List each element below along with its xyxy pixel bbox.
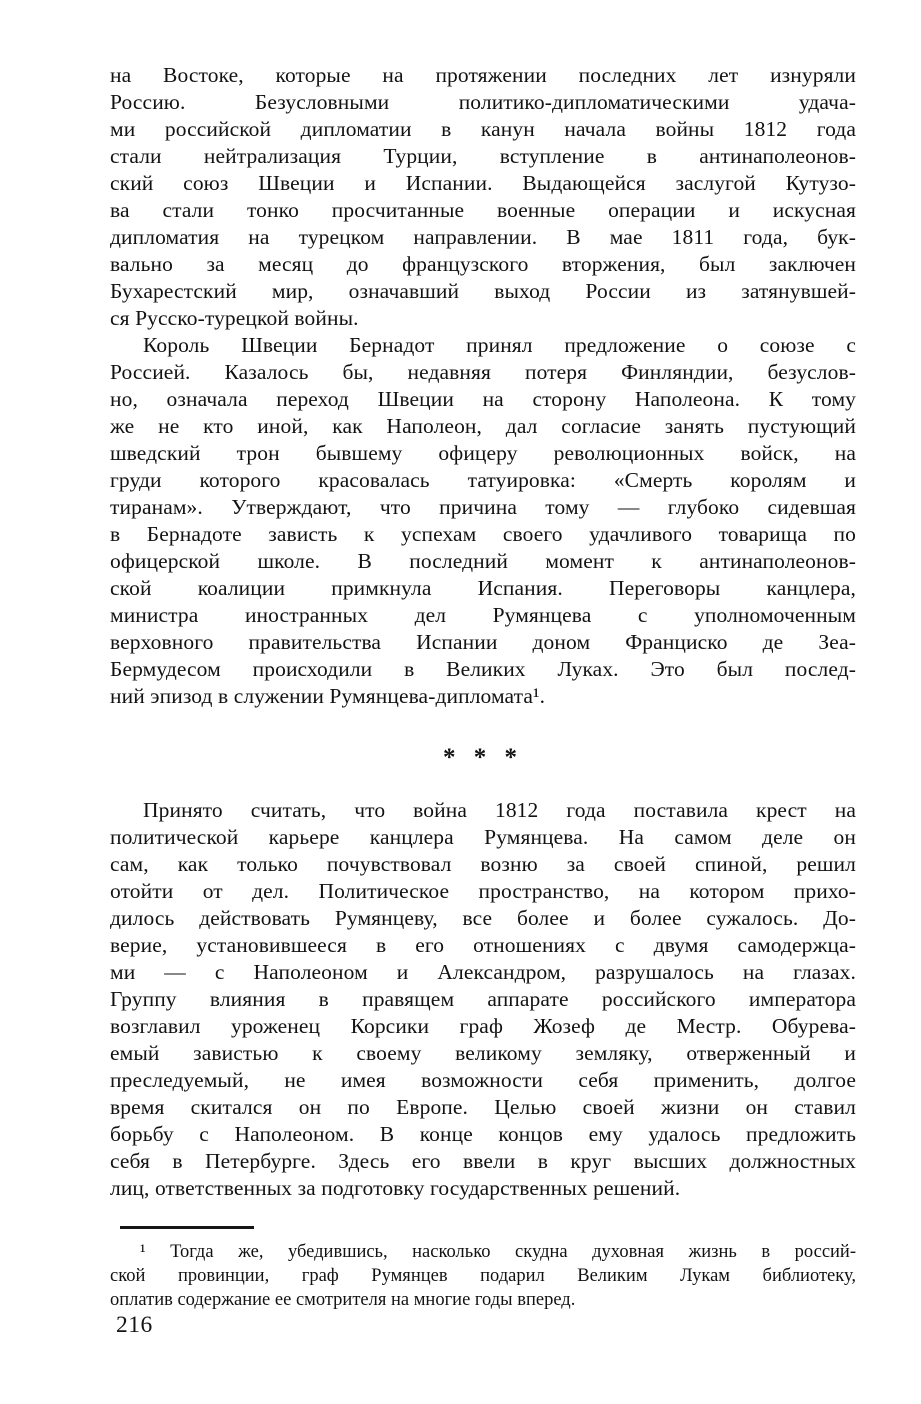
text-line: министра иностранных дел Румянцева с уполномоченным bbox=[110, 603, 856, 627]
body-paragraph-2 bbox=[110, 332, 856, 710]
text-line: верховного правительства Испании доном Франциско де Зеа- bbox=[110, 630, 856, 654]
text-line: возглавил уроженец Корсики граф Жозеф де Местр. Обурева- bbox=[110, 1014, 856, 1038]
text-line: Группу влияния в правящем аппарате российского императора bbox=[110, 987, 856, 1011]
text-line: Король Швеции Бернадот принял предложение о союзе с bbox=[143, 333, 856, 357]
footnote-rule bbox=[120, 1226, 254, 1229]
text-line: Бермудесом происходили в Великих Луках. Это был послед- bbox=[110, 657, 856, 681]
text-line: время скитался он по Европе. Целью своей жизни он ставил bbox=[110, 1095, 856, 1119]
text-line: же не кто иной, как Наполеон, дал согласие занять пустующий bbox=[110, 414, 856, 438]
text-line: офицерской школе. В последний момент к антинаполеонов- bbox=[110, 549, 856, 573]
footnote-line: ¹ Тогда же, убедившись, насколько скудна духовная жизнь в россий- bbox=[140, 1242, 856, 1262]
text-line: стали нейтрализация Турции, вступление в антинаполеонов- bbox=[110, 144, 856, 168]
text-line: ми российской дипломатии в канун начала войны 1812 года bbox=[110, 117, 856, 141]
text-line: ми — с Наполеоном и Александром, разрушалось на глазах. bbox=[110, 960, 856, 984]
page-number: 216 bbox=[116, 1312, 153, 1338]
text-line: преследуемый, не имея возможности себя применить, долгое bbox=[110, 1068, 856, 1092]
text-line: лиц, ответственных за подготовку государственных решений. bbox=[110, 1176, 681, 1200]
text-line: дипломатия на турецком направлении. В мае 1811 года, бук- bbox=[110, 225, 856, 249]
text-line: но, означала переход Швеции на сторону Наполеона. К тому bbox=[110, 387, 856, 411]
text-line: Принято считать, что война 1812 года поставила крест на bbox=[143, 798, 856, 822]
text-line: груди которого красовалась татуировка: «Смерть королям и bbox=[110, 468, 856, 492]
text-line: Россией. Казалось бы, недавняя потеря Финляндии, безуслов- bbox=[110, 360, 856, 384]
text-line: на Востоке, которые на протяжении последних лет изнуряли bbox=[110, 63, 856, 87]
text-line: ский союз Швеции и Испании. Выдающейся заслугой Кутузо- bbox=[110, 171, 856, 195]
text-line: тиранам». Утверждают, что причина тому — глубоко сидевшая bbox=[110, 495, 856, 519]
text-line: ской коалиции примкнула Испания. Переговоры канцлера, bbox=[110, 576, 856, 600]
text-line: Россию. Безусловными политико-дипломатическими удача- bbox=[110, 90, 856, 114]
footnote-line: ской провинции, граф Румянцев подарил Великим Лукам библиотеку, bbox=[110, 1266, 856, 1286]
text-line: шведский трон бывшему офицеру революционных войск, на bbox=[110, 441, 856, 465]
text-line: себя в Петербурге. Здесь его ввели в круг высших должностных bbox=[110, 1149, 856, 1173]
footnote bbox=[110, 1240, 856, 1312]
text-line: дилось действовать Румянцеву, все более и более сужалось. До- bbox=[110, 906, 856, 930]
text-line: ся Русско-турецкой войны. bbox=[110, 306, 359, 330]
text-line: Бухарестский мир, означавший выход России из затянувшей- bbox=[110, 279, 856, 303]
text-line: отойти от дел. Политическое пространство, на котором прихо- bbox=[110, 879, 856, 903]
body-paragraph-3 bbox=[110, 797, 856, 1202]
text-line: верие, установившееся в его отношениях с двумя самодержца- bbox=[110, 933, 856, 957]
body-paragraph-1 bbox=[110, 62, 856, 332]
footnote-line: оплатив содержание ее смотрителя на многие годы вперед. bbox=[110, 1290, 576, 1310]
text-line: емый завистью к своему великому земляку, отверженный и bbox=[110, 1041, 856, 1065]
text-line: сам, как только почувствовал возню за своей спиной, решил bbox=[110, 852, 856, 876]
text-line: политической карьере канцлера Румянцева. На самом деле он bbox=[110, 825, 856, 849]
text-line: ний эпизод в служении Румянцева-дипломата¹. bbox=[110, 684, 546, 708]
text-line: ва стали тонко просчитанные военные операции и искусная bbox=[110, 198, 856, 222]
text-line: борьбу с Наполеоном. В конце концов ему удалось предложить bbox=[110, 1122, 856, 1146]
section-separator: * * * bbox=[443, 744, 523, 771]
text-line: в Бернадоте зависть к успехам своего удачливого товарища по bbox=[110, 522, 856, 546]
text-line: вально за месяц до французского вторжения, был заключен bbox=[110, 252, 856, 276]
